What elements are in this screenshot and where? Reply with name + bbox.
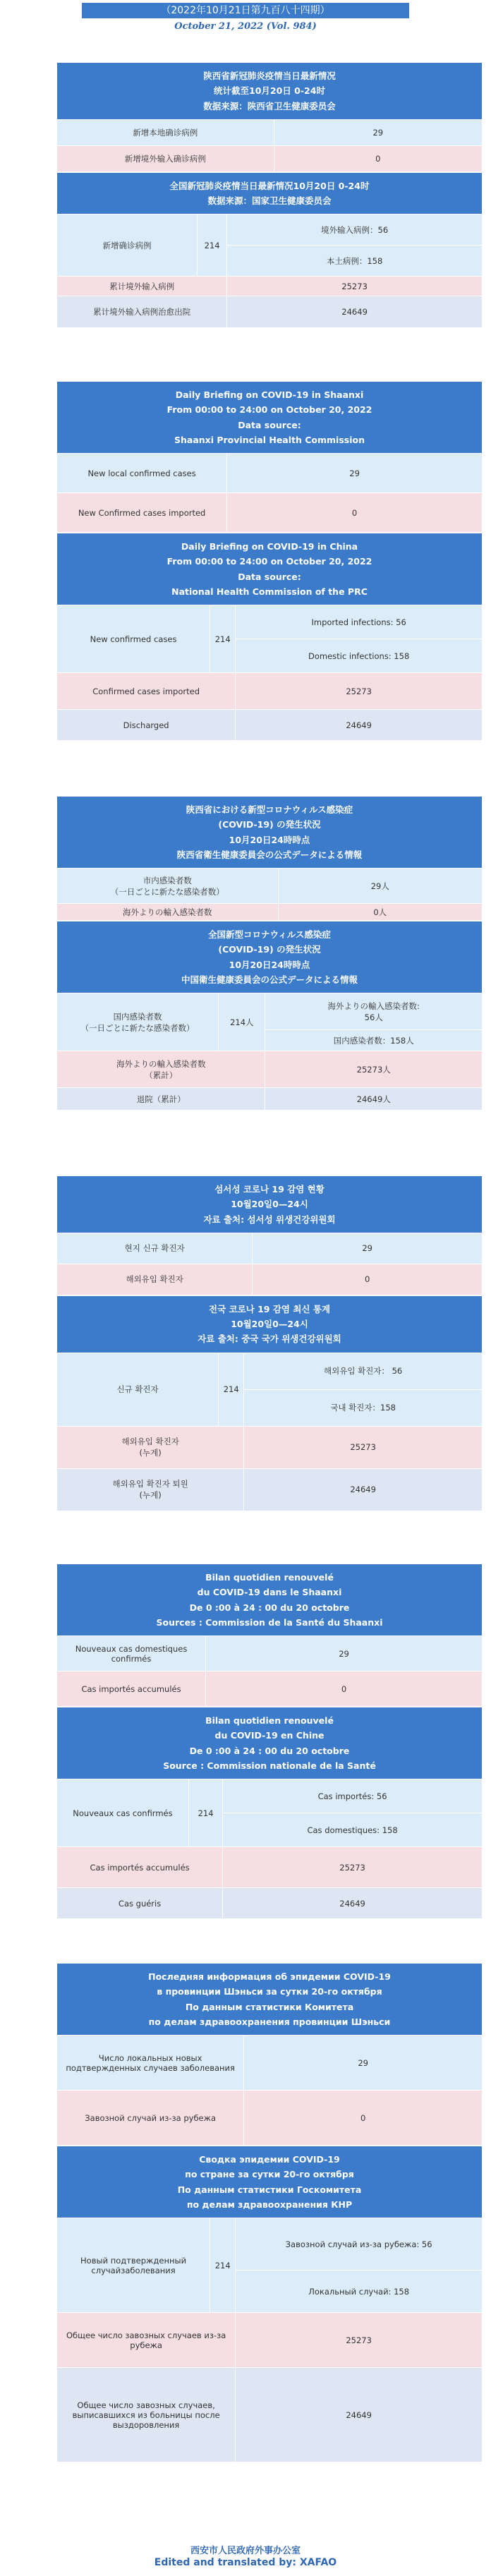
russian-table [56,1963,483,2146]
row-value: 214 [210,2218,236,2313]
row-sub-value: Cas importés: 56 [223,1779,483,1813]
row-sub-value: 해외유입 확진자： 56 [244,1353,483,1389]
row-label: Cas guéris [57,1888,223,1919]
national-header: 전국 코로나 19 감염 최신 통계 10월20일0—24시 자료 출처: 중국 국가 위생건강위원회 [57,1295,483,1353]
row-label: 累计境外输入病例 [57,277,227,296]
national-header: 全国新冠肺炎疫情当日最新情况10月20日 0-24时 数据来源：国家卫生健康委员会 [57,172,483,214]
shaanxi-header: 섬서성 코로나 19 감염 현황 10월20일0—24시 자료 출처: 섬서성 위생건강위원회 [57,1176,483,1233]
row-label: 退院（累計） [57,1088,265,1111]
row-label: Nouveaux cas confirmés [57,1779,189,1847]
row-sub-value: Завозной случай из-за рубежа: 56 [236,2218,483,2270]
row-label: 현지 신규 확진자 [57,1233,253,1264]
row-sub-value: 국내 확진자：158 [244,1389,483,1426]
row-label: 신규 확진자 [57,1353,219,1426]
row-value: 25273 [236,673,483,710]
chinese-table [56,62,483,172]
section-french [56,1564,483,1919]
row-label: 新增境外输入确诊病例 [57,145,274,171]
french-national-table [56,1707,483,1919]
russian-national-table [56,2146,483,2462]
row-label: 新增本地确诊病例 [57,119,274,145]
national-header: Bilan quotidien renouvelé du COVID-19 en Chine De 0 :00 à 24 : 00 du 20 octobre Source : Commission nationale de la Santé [57,1707,483,1779]
row-label: Nouveaux cas domestiques confirmés [57,1636,206,1671]
row-value: 25273 [236,2313,483,2368]
row-value: 29 [274,119,482,145]
shaanxi-header: 陕西省新冠肺炎疫情当日最新情况 统计截至10月20日 0-24时 数据来源：陕西省卫生健康委员会 [57,63,483,120]
section-korean [56,1175,483,1511]
row-label: Число локальных новых подтвержденных случаев заболевания [57,2036,244,2091]
section-chinese [56,62,483,328]
row-sub-value: Imported infections: 56 [236,605,483,639]
row-value: 29 [206,1636,483,1671]
row-label: 新增确诊病例 [57,214,198,277]
row-label: Общее число завозных случаев, выписавшихся из больницы после выздоровления [57,2368,236,2462]
row-sub-value: Cas domestiques: 158 [223,1813,483,1847]
row-value: 214 [219,1353,244,1426]
japanese-table [56,796,483,921]
issue-date: October 21, 2022 (Vol. 984) [174,21,317,32]
row-label: 市内感染者数 （一日ごとに新たな感染者数） [57,869,279,904]
japanese-national-table [56,921,483,1111]
row-value: 25273人 [265,1051,483,1088]
national-header: Daily Briefing on COVID-19 in China From 00:00 to 24:00 on October 20, 2022 Data source: National Health Commission of the PRC [57,533,483,605]
row-value: 29 [227,454,483,493]
row-value: 0 [253,1264,483,1295]
shaanxi-header: Последняя информация об эпидемии COVID-19 в провинции Шэньси за сутки 20-го октября По данным статистики Комитета по делам здравоохранения провинции Шэньси [57,1964,483,2036]
section-english [56,381,483,741]
issue-banner: （2022年10月21日第九百八十四期） [82,3,409,18]
row-sub-value: 海外よりの輸入感染者数: 56人 [265,993,483,1030]
row-value: 0 [244,2091,483,2146]
row-value: 0 [227,493,483,533]
korean-table [56,1175,483,1295]
row-label: 国内感染者数 （一日ごとに新たな感染者数） [57,993,219,1051]
row-sub-value: 境外输入病例：56 [227,214,483,246]
row-value: 214 [210,605,236,673]
row-value: 25273 [244,1426,483,1468]
row-sub-value: Domestic infections: 158 [236,639,483,673]
chinese-national-table [56,172,483,329]
shaanxi-header: Bilan quotidien renouvelé du COVID-19 dans le Shaanxi De 0 :00 à 24 : 00 du 20 octobre Sources : Commission de la Santé du Shaanxi [57,1564,483,1636]
row-value: 25273 [223,1847,483,1888]
row-value: 24649 [223,1888,483,1919]
row-value: 24649 [244,1468,483,1511]
row-value: 24649人 [265,1088,483,1111]
footer-organization: 西安市人民政府外事办公室 [190,2546,301,2556]
section-russian [56,1963,483,2462]
shaanxi-header: Daily Briefing on COVID-19 in Shaanxi From 00:00 to 24:00 on October 20, 2022 Data source: Shaanxi Provincial Health Commission [57,382,483,454]
row-label: New local confirmed cases [57,454,227,493]
row-value: 25273 [227,277,483,296]
row-label: New confirmed cases [57,605,210,673]
row-value: 29 [253,1233,483,1264]
row-value: 214 [188,1779,222,1847]
row-label: 累计境外输入病例治愈出院 [57,296,227,328]
row-label: 해외유입 확진자 퇴원 (누계) [57,1468,244,1511]
row-sub-value: Локальный случай: 158 [236,2270,483,2313]
row-value: 29 [244,2036,483,2091]
row-value: 214 [197,214,226,277]
row-value: 24649 [236,2368,483,2462]
row-value: 0 [274,145,482,171]
row-value: 0 [206,1671,483,1707]
row-label: 海外よりの輸入感染者数 （累計） [57,1051,265,1088]
row-sub-value: 本土病例：158 [227,246,483,277]
row-label: New Confirmed cases imported [57,493,227,533]
row-label: 해외유입 확진자 [57,1264,253,1295]
row-value: 0人 [278,904,482,921]
row-label: Cas importés accumulés [57,1671,206,1707]
row-label: Новый подтвержденный случайзаболевания [57,2218,210,2313]
row-label: Общее число завозных случаев из-за рубежа [57,2313,236,2368]
row-value: 214人 [219,993,265,1051]
row-value: 29人 [278,869,482,904]
english-table [56,381,483,533]
row-label: Confirmed cases imported [57,673,236,710]
national-header: Сводка эпидемии COVID-19 по стране за сутки 20-го октября По данным статистики Госкомитета по делам здравоохранения КНР [57,2146,483,2218]
row-label: Cas importés accumulés [57,1847,223,1888]
row-label: Discharged [57,710,236,741]
row-label: 海外よりの輸入感染者数 [57,904,279,921]
row-value: 24649 [227,296,483,328]
row-value: 24649 [236,710,483,741]
english-national-table [56,533,483,741]
row-label: 해외유입 확진자 (누계) [57,1426,244,1468]
french-table [56,1564,483,1707]
shaanxi-header: 陝西省における新型コロナウィルス感染症 (COVID-19) の発生状況 10月20日24時時点 陝西省衛生健康委員会の公式データによる情報 [57,797,483,869]
section-japanese [56,796,483,1111]
row-label: Завозной случай из-за рубежа [57,2091,244,2146]
row-sub-value: 国内感染者数：158人 [265,1030,483,1051]
national-header: 全国新型コロナウィルス感染症 (COVID-19) の発生状況 10月20日24時時点 中国衛生健康委員会の公式データによる情報 [57,921,483,993]
korean-national-table [56,1295,483,1511]
footer-credit: Edited and translated by: XAFAO [154,2557,337,2568]
